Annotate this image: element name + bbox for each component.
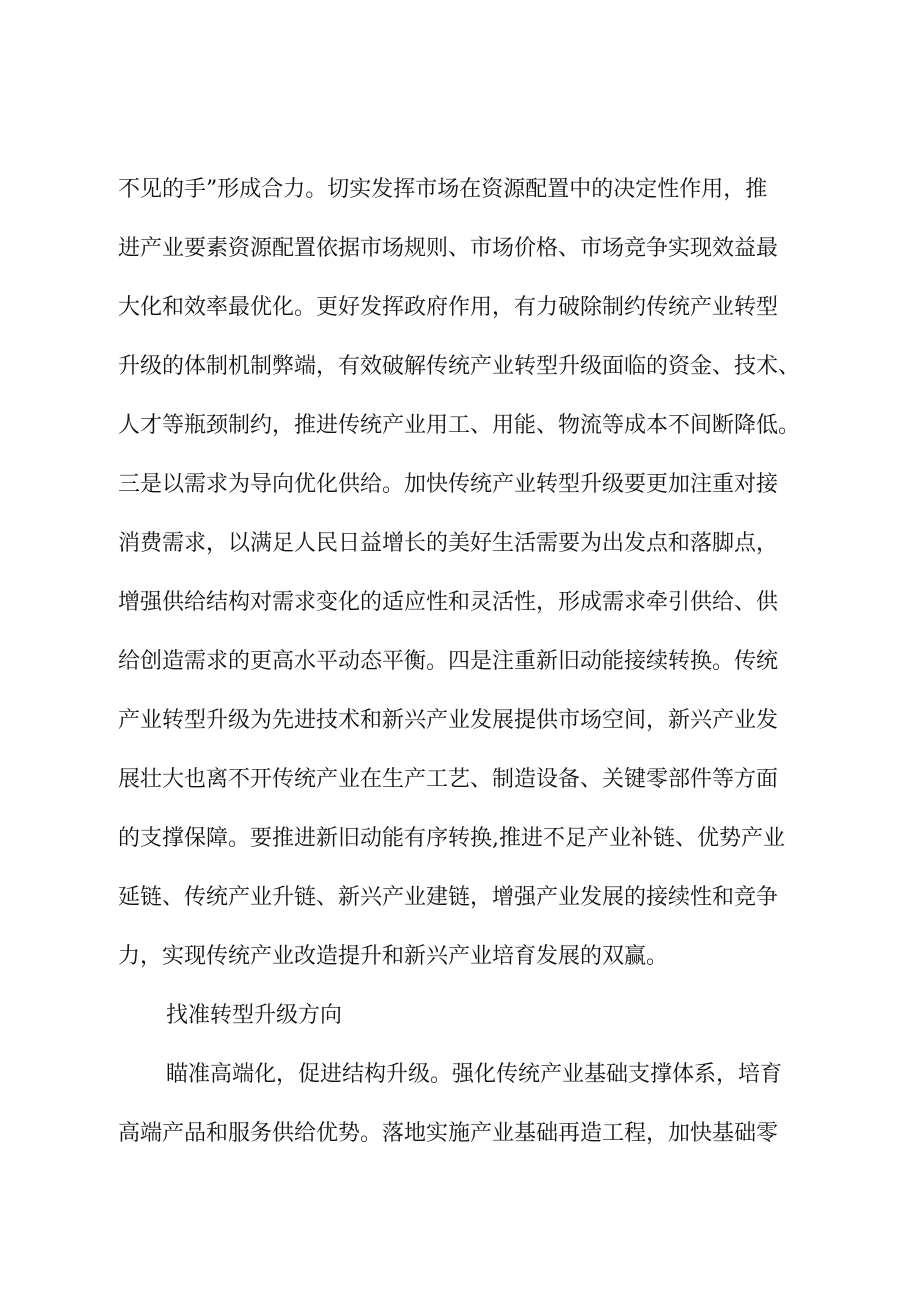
body-text-line: 展壮大也离不开传统产业在生产工艺、制造设备、关键零部件等方面 <box>118 767 779 792</box>
paragraph-first-line: 瞄准高端化，促进结构升级。强化传统产业基础支撑体系，培育 <box>166 1062 783 1087</box>
body-text-line: 不见的手”形成合力。切实发挥市场在资源配置中的决定性作用，推 <box>118 177 768 202</box>
body-text-line: 力，实现传统产业改造提升和新兴产业培育发展的双赢。 <box>118 944 669 969</box>
body-text-line: 延链、传统产业升链、新兴产业建链，增强产业发展的接续性和竞争 <box>118 885 779 910</box>
body-text-line: 进产业要素资源配置依据市场规则、市场价格、市场竞争实现效益最 <box>118 236 779 261</box>
body-text-line: 人才等瓶颈制约，推进传统产业用工、用能、物流等成本不间断降低。 <box>118 413 801 438</box>
body-text-line: 增强供给结构对需求变化的适应性和灵活性，形成需求牵引供给、供 <box>118 590 779 615</box>
document-body <box>118 168 818 1171</box>
body-text-line: 升级的体制机制弊端，有效破解传统产业转型升级面临的资金、技术、 <box>118 354 801 379</box>
body-text-line: 大化和效率最优化。更好发挥政府作用，有力破除制约传统产业转型 <box>118 295 779 320</box>
body-text-line: 高端产品和服务供给优势。落地实施产业基础再造工程，加快基础零 <box>118 1121 779 1146</box>
body-text-line: 消费需求，以满足人民日益增长的美好生活需要为出发点和落脚点， <box>118 531 779 556</box>
body-text-line: 的支撑保障。要推进新旧动能有序转换,推进不足产业补链、优势产业 <box>118 826 785 851</box>
section-heading: 找准转型升级方向 <box>166 1003 343 1028</box>
body-text-line: 三是以需求为导向优化供给。加快传统产业转型升级要更加注重对接 <box>118 472 779 497</box>
body-text-line: 给创造需求的更高水平动态平衡。四是注重新旧动能接续转换。传统 <box>118 649 779 674</box>
body-text-line: 产业转型升级为先进技术和新兴产业发展提供市场空间，新兴产业发 <box>118 708 779 733</box>
